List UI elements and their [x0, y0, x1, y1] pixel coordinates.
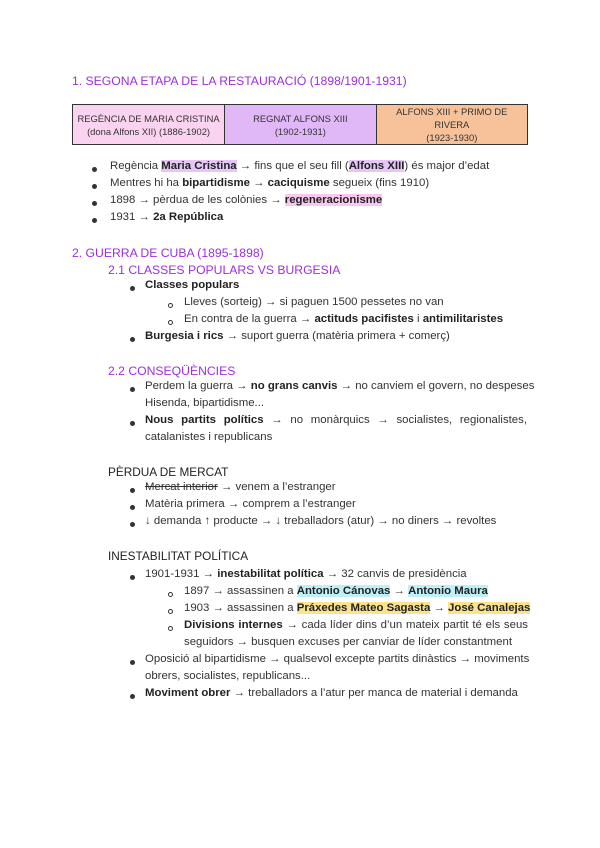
list-item: [184, 584, 488, 599]
period-title: ALFONS XIII + PRIMO DE RIVERA: [396, 106, 508, 130]
text-segment: Moviment obrer: [145, 687, 231, 699]
text-segment: 1901-1931 →: [145, 568, 218, 580]
bullet-icon: [130, 337, 135, 342]
list-item: [145, 567, 467, 582]
period-cell-primo: [376, 105, 527, 145]
period-cell-alfons: [225, 105, 376, 145]
text-segment: segueix (fins 1910): [329, 177, 430, 189]
period-dates: (1902-1931): [274, 125, 326, 137]
text-segment: Antonio Cánovas: [296, 585, 391, 597]
text-segment: 1903 → assassinen a: [184, 602, 297, 614]
text-segment: Regència: [110, 160, 162, 172]
text-segment: antimilitaristes: [422, 313, 504, 325]
list-item-continuation: obrers, socialistes, republicans...: [145, 670, 311, 682]
list-item: Lleves (sorteig) → si paguen 1500 pessetes no van: [184, 296, 444, 308]
bullet-icon: [130, 660, 135, 665]
bullet-icon: [130, 522, 135, 527]
period-title: REGNAT ALFONS XIII: [253, 112, 348, 124]
text-segment: regeneracionisme: [284, 194, 383, 206]
text-segment: Alfons XIII: [348, 160, 405, 172]
list-item: [184, 618, 528, 633]
text-segment: → no monàrquics → socialistes, regionalistes,: [263, 414, 528, 426]
section-1-title: 1. SEGONA ETAPA DE LA RESTAURACIÓ (1898/1901-1931): [72, 74, 407, 88]
section-2-title: 2. GUERRA DE CUBA (1895-1898): [72, 246, 264, 260]
bullet-icon: [92, 184, 97, 189]
text-segment: i: [413, 313, 423, 325]
text-segment: 1931 →: [110, 211, 154, 223]
bullet-icon: [92, 218, 97, 223]
text-segment: inestabilitat política: [217, 568, 324, 580]
text-segment: →: [390, 585, 409, 597]
text-segment: → venem a l’estranger: [217, 481, 336, 493]
text-segment: Maria Cristina: [161, 160, 237, 172]
subsection-2-1-title: 2.1 CLASSES POPULARS VS BURGESIA: [108, 263, 341, 277]
list-item: [110, 159, 489, 174]
text-segment: →: [249, 177, 268, 189]
text-segment: → 32 canvis de presidència: [323, 568, 467, 580]
list-item: ↓ demanda ↑ producte → ↓ treballadors (atur) → no diners → revoltes: [145, 515, 497, 527]
list-item: [145, 278, 239, 293]
bullet-icon: [130, 575, 135, 580]
periods-table: [72, 104, 528, 145]
bullet-icon: [130, 505, 135, 510]
text-segment: → treballadors a l’atur per manca de material i demanda: [230, 687, 518, 699]
text-segment: bipartidisme: [182, 177, 250, 189]
text-segment: →: [430, 602, 449, 614]
bullet-icon: [130, 387, 135, 392]
text-segment: → no canviem el govern, no despeses: [337, 380, 535, 392]
period-dates: (dona Alfons XII) (1886-1902): [87, 125, 211, 137]
text-segment: 1897 → assassinen a: [184, 585, 297, 597]
bullet-icon: [130, 421, 135, 426]
text-segment: José Canalejas: [448, 602, 531, 614]
list-item: Oposició al bipartidisme → qualsevol excepte partits dinàstics → moviments: [145, 653, 530, 665]
text-segment: 2a República: [153, 211, 224, 223]
text-segment: Nous partits polítics: [145, 414, 264, 426]
text-segment: actituds pacifistes: [314, 313, 414, 325]
text-segment: 1898 → pèrdua de les colònies →: [110, 194, 285, 206]
text-segment: ) és major d’edat: [404, 160, 490, 172]
list-item: [110, 193, 382, 208]
heading-inestabilitat-politica: INESTABILITAT POLÍTICA: [108, 549, 249, 563]
list-item-continuation: catalanistes i republicans: [145, 431, 273, 443]
period-dates: (1923-1930): [426, 132, 478, 143]
text-segment: → cada líder dins d’un mateix partit té els seus: [282, 619, 528, 631]
circle-bullet-icon: [168, 303, 173, 308]
bullet-icon: [130, 488, 135, 493]
list-item: [145, 686, 518, 701]
bullet-icon: [92, 167, 97, 172]
period-cell-regencia: [73, 105, 225, 145]
list-item: [184, 312, 503, 327]
list-item: [145, 480, 336, 495]
text-segment: En contra de la guerra →: [184, 313, 315, 325]
list-item: [145, 329, 450, 344]
heading-perdua-mercat: PÈRDUA DE MERCAT: [108, 465, 229, 479]
bullet-icon: [92, 201, 97, 206]
text-segment: Mercat interior: [145, 481, 218, 493]
text-segment: no grans canvis: [250, 380, 338, 392]
bullet-icon: [130, 286, 135, 291]
circle-bullet-icon: [168, 592, 173, 597]
list-item: [145, 413, 527, 428]
list-item: Matèria primera → comprem a l’estranger: [145, 498, 356, 510]
list-item-continuation: Hisenda, bipartidisme...: [145, 397, 265, 409]
circle-bullet-icon: [168, 626, 173, 631]
text-segment: Práxedes Mateo Sagasta: [296, 602, 431, 614]
text-segment: Mentres hi ha: [110, 177, 183, 189]
list-item: [110, 176, 429, 191]
text-segment: Perdem la guerra →: [145, 380, 251, 392]
subsection-2-2-title: 2.2 CONSEQÜÈNCIES: [108, 364, 236, 378]
text-segment: caciquisme: [267, 177, 330, 189]
text-segment: Antonio Maura: [408, 585, 488, 597]
list-item: [145, 379, 535, 394]
list-item: [110, 210, 223, 225]
text-segment: Classes populars: [145, 279, 240, 291]
text-segment: Divisions internes: [184, 619, 283, 631]
period-title: REGÈNCIA DE MARIA CRISTINA: [77, 112, 220, 124]
circle-bullet-icon: [168, 320, 173, 325]
list-item: [184, 601, 530, 616]
text-segment: → fins que el seu fill (: [236, 160, 349, 172]
text-segment: Burgesia i rics: [145, 330, 224, 342]
circle-bullet-icon: [168, 609, 173, 614]
text-segment: → suport guerra (matèria primera + comerç): [223, 330, 450, 342]
bullet-icon: [130, 694, 135, 699]
list-item-continuation: seguidors → busquen excuses per canviar de líder constantment: [184, 636, 512, 648]
